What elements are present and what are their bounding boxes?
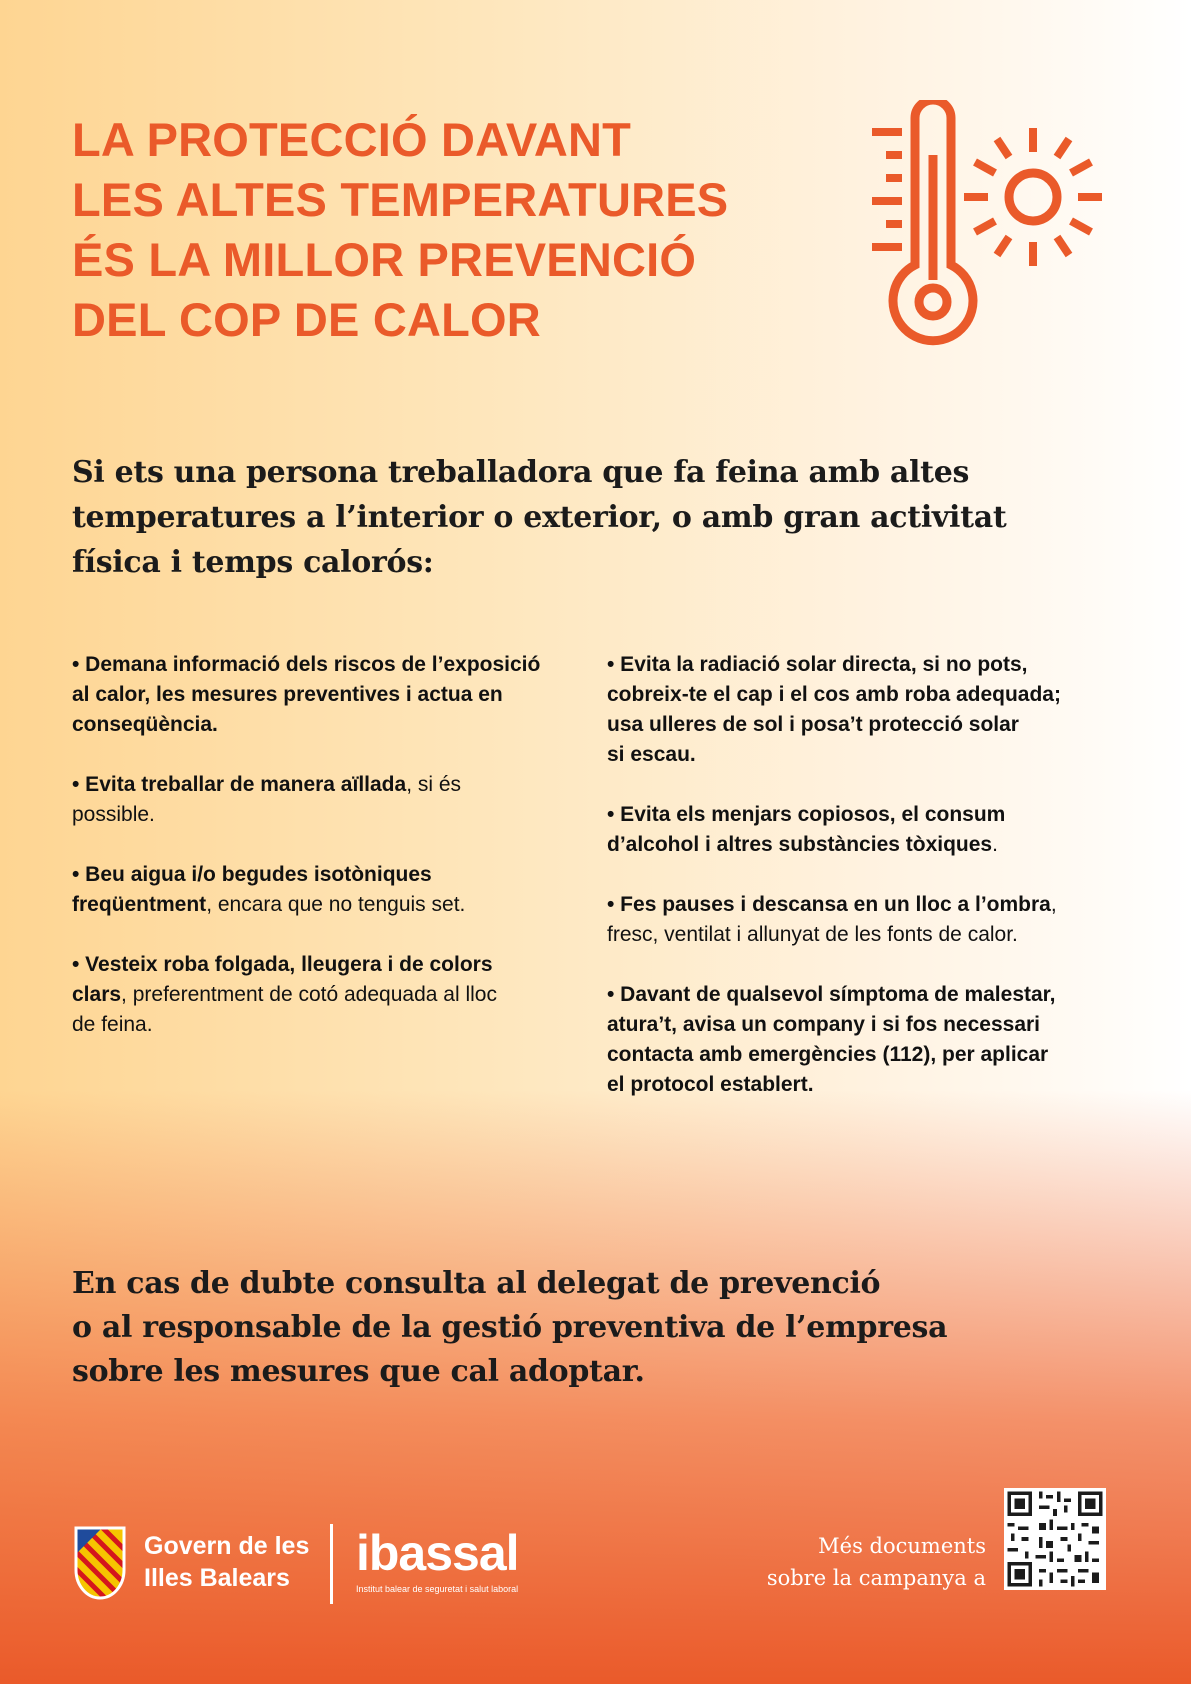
recommendation-bold-text: freqüentment (72, 893, 207, 916)
right-recommendations (607, 650, 1127, 1130)
ibassal-name: ibassal (356, 1525, 519, 1581)
recommendation-regular-text: de feina. (72, 1013, 153, 1036)
left-recommendations (72, 650, 592, 1070)
recommendation-regular-text: fresc, ventilat i allunyat de les fonts de calor. (607, 923, 1018, 946)
more-line: Més documents (818, 1534, 986, 1558)
recommendation-bold-text: contacta amb emergències (112), per aplicar (607, 1043, 1049, 1066)
recommendation-bold-text: • Evita els menjars copiosos, el consum (607, 803, 1006, 826)
thermometer-sun-icon (858, 100, 1108, 350)
recommendation-line (607, 1010, 1127, 1040)
title-line: DEL COP DE CALOR (72, 293, 541, 346)
recommendation-line (607, 740, 1127, 770)
more-documents-text (767, 1530, 986, 1594)
recommendation-regular-text: . (992, 833, 998, 856)
recommendation-line (607, 830, 1127, 860)
recommendation-regular-text: , preferentment de cotó adequada al lloc (121, 983, 497, 1006)
recommendation-bold-text: al calor, les mesures preventives i actua en (72, 683, 503, 706)
title-line: ÉS LA MILLOR PREVENCIÓ (72, 233, 697, 286)
recommendation-bold-text: atura’t, avisa un company i si fos necessari (607, 1013, 1041, 1036)
recommendation-bold-text: • Davant de qualsevol símptoma de malestar, (607, 983, 1056, 1006)
balearic-crest-icon (72, 1524, 128, 1602)
recommendation-bold-text: • Evita la radiació solar directa, si no pots, (607, 653, 1028, 676)
more-line: sobre la campanya a (766, 1566, 986, 1590)
recommendation-regular-text: possible. (72, 803, 155, 826)
gov-line: Govern de les (144, 1532, 310, 1560)
recommendation-item (72, 650, 592, 740)
govern-logo-text (144, 1530, 309, 1594)
recommendation-bold-text: cobreix-te el cap i el cos amb roba adequada; (607, 683, 1061, 706)
title-line: LES ALTES TEMPERATURES (72, 173, 729, 226)
recommendation-line (607, 980, 1127, 1010)
ibassal-logo (356, 1525, 519, 1594)
recommendation-regular-text: , (1050, 893, 1057, 916)
recommendation-line (72, 680, 592, 710)
gov-line: Illes Balears (144, 1564, 290, 1592)
recommendation-bold-text: clars (72, 983, 122, 1006)
recommendation-item (607, 890, 1127, 950)
recommendation-bold-text: • Demana informació dels riscos de l’exposició (72, 653, 541, 676)
intro-line: Si ets una persona treballadora que fa feina amb altes (72, 455, 970, 490)
recommendation-line (72, 710, 592, 740)
page-title (72, 110, 728, 350)
recommendation-bold-text: d’alcohol i altres substàncies tòxiques (607, 833, 993, 856)
recommendation-line (607, 650, 1127, 680)
recommendation-bold-text: si escau. (607, 743, 696, 766)
intro-line: temperatures a l’interior o exterior, o amb gran activitat (72, 500, 1007, 535)
recommendation-line (72, 950, 592, 980)
recommendation-line (607, 710, 1127, 740)
recommendation-line (607, 800, 1127, 830)
closing-line: sobre les mesures que cal adoptar. (72, 1354, 645, 1389)
recommendation-line (72, 650, 592, 680)
recommendation-bold-text: usa ulleres de sol i posa’t protecció solar (607, 713, 1019, 736)
recommendation-bold-text: • Fes pauses i descansa en un lloc a l’ombra (607, 893, 1051, 916)
recommendation-item (72, 860, 592, 920)
recommendation-line (607, 1040, 1127, 1070)
closing-text (72, 1262, 947, 1394)
recommendation-item (607, 800, 1127, 860)
recommendation-line (607, 1070, 1127, 1100)
recommendation-bold-text: conseqüència. (72, 713, 218, 736)
recommendation-bold-text: el protocol establert. (607, 1073, 814, 1096)
recommendation-item (607, 980, 1127, 1100)
recommendation-regular-text: , encara que no tenguis set. (206, 893, 466, 916)
recommendation-regular-text: , si és (406, 773, 462, 796)
qr-code-icon[interactable] (1004, 1488, 1106, 1590)
ibassal-subtitle: Institut balear de seguretat i salut laboral (356, 1584, 519, 1594)
recommendation-line (72, 890, 592, 920)
intro-text (72, 450, 1072, 585)
logo-divider (330, 1524, 333, 1604)
intro-line: física i temps calorós: (72, 545, 434, 580)
recommendation-line (607, 680, 1127, 710)
recommendation-bold-text: • Evita treballar de manera aïllada (72, 773, 407, 796)
closing-line: En cas de dubte consulta al delegat de prevenció (72, 1266, 881, 1301)
recommendation-line (72, 1010, 592, 1040)
recommendation-item (72, 770, 592, 830)
recommendation-item (72, 950, 592, 1040)
recommendation-line (607, 920, 1127, 950)
closing-line: o al responsable de la gestió preventiva de l’empresa (72, 1310, 948, 1345)
recommendation-line (607, 890, 1127, 920)
recommendation-line (72, 770, 592, 800)
recommendation-line (72, 980, 592, 1010)
recommendation-bold-text: • Vesteix roba folgada, lleugera i de colors (72, 953, 493, 976)
recommendation-line (72, 860, 592, 890)
recommendation-line (72, 800, 592, 830)
title-line: LA PROTECCIÓ DAVANT (72, 113, 632, 166)
recommendation-item (607, 650, 1127, 770)
recommendation-bold-text: • Beu aigua i/o begudes isotòniques (72, 863, 432, 886)
